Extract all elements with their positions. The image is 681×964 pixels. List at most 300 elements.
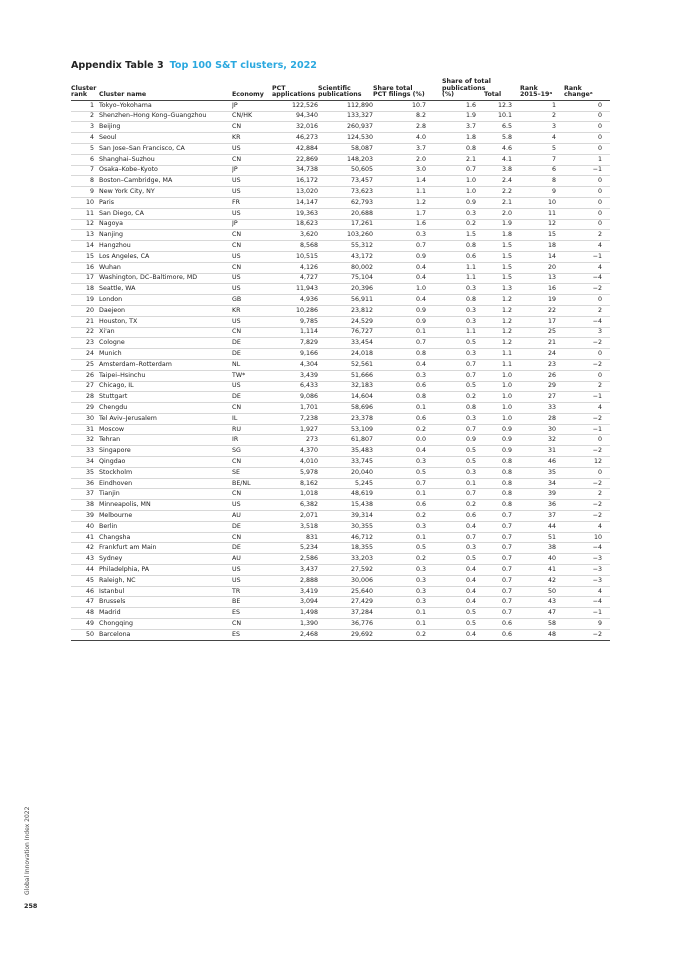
cell-pct: 1,114 [272,327,318,338]
cell-total: 0.7 [484,543,520,554]
cell-pct: 1,018 [272,489,318,500]
cell-share-pub: 0.3 [434,316,484,327]
cell-share-pub: 0.6 [434,251,484,262]
cell-share-pct: 3.7 [373,143,434,154]
cell-rank-change: −2 [564,338,610,349]
cell-share-pct: 0.8 [373,349,434,360]
cell-total: 1.2 [484,327,520,338]
cell-economy: DE [232,349,272,360]
cell-economy: US [232,316,272,327]
cell-total: 1.2 [484,305,520,316]
page-number: 258 [24,902,38,910]
col-header-share-pct: Share total PCT filings (%) [373,79,434,100]
cell-rank-change: 3 [564,327,610,338]
cell-share-pct: 0.6 [373,413,434,424]
cell-share-pct: 0.7 [373,478,434,489]
cell-rank-2015: 8 [520,176,564,187]
table-row [71,489,610,500]
cell-share-pub: 0.7 [434,165,484,176]
cell-share-pub: 1.0 [434,176,484,187]
cell-total: 0.8 [484,457,520,468]
cell-economy: CN [232,230,272,241]
cell-rank: 20 [71,305,99,316]
cell-total: 0.6 [484,619,520,630]
cell-rank-change: 4 [564,521,610,532]
cell-share-pub: 0.4 [434,629,484,640]
cell-economy: DE [232,338,272,349]
cell-total: 2.2 [484,187,520,198]
cell-publications: 24,018 [318,349,373,360]
cell-rank-2015: 47 [520,608,564,619]
cell-pct: 5,234 [272,543,318,554]
cell-share-pct: 0.6 [373,381,434,392]
cell-total: 0.8 [484,500,520,511]
cell-economy: BE/NL [232,478,272,489]
cell-share-pct: 0.2 [373,629,434,640]
table-row [71,554,610,565]
cell-rank: 47 [71,597,99,608]
cell-rank-2015: 43 [520,597,564,608]
cell-rank-change: 12 [564,457,610,468]
cell-economy: BE [232,597,272,608]
cell-publications: 27,592 [318,565,373,576]
cell-name: Amsterdam–Rotterdam [99,359,232,370]
table-row [71,565,610,576]
table-row [71,208,610,219]
cell-total: 1.5 [484,251,520,262]
table-row [71,619,610,630]
table-row [71,143,610,154]
cell-total: 0.7 [484,521,520,532]
cell-share-pct: 0.3 [373,597,434,608]
cell-publications: 133,327 [318,111,373,122]
cell-publications: 80,002 [318,262,373,273]
table-row [71,597,610,608]
cell-share-pct: 1.1 [373,187,434,198]
cell-publications: 76,727 [318,327,373,338]
cell-rank: 21 [71,316,99,327]
cell-share-pub: 0.6 [434,511,484,522]
cell-share-pub: 0.5 [434,457,484,468]
cell-rank-2015: 5 [520,143,564,154]
table-row [71,176,610,187]
table-row [71,111,610,122]
cell-rank-2015: 31 [520,446,564,457]
cell-publications: 25,640 [318,586,373,597]
cell-rank-2015: 10 [520,197,564,208]
cell-rank-change: 4 [564,241,610,252]
cell-name: Houston, TX [99,316,232,327]
cell-name: Munich [99,349,232,360]
cell-rank-2015: 24 [520,349,564,360]
cell-rank: 33 [71,446,99,457]
cell-pct: 2,888 [272,575,318,586]
cell-name: Sydney [99,554,232,565]
cell-total: 1.5 [484,262,520,273]
cell-pct: 1,498 [272,608,318,619]
cell-rank-change: −2 [564,500,610,511]
cell-share-pub: 0.4 [434,521,484,532]
cell-total: 1.2 [484,316,520,327]
cell-total: 1.0 [484,392,520,403]
table-row [71,187,610,198]
cell-share-pub: 0.3 [434,208,484,219]
cell-rank-2015: 39 [520,489,564,500]
cell-pct: 42,884 [272,143,318,154]
cell-publications: 73,457 [318,176,373,187]
cell-rank: 2 [71,111,99,122]
col-header-share-pub: Share of total publications (%) [434,79,484,100]
cell-name: Boston–Cambridge, MA [99,176,232,187]
cell-total: 1.9 [484,219,520,230]
cell-share-pub: 0.5 [434,338,484,349]
table-row [71,122,610,133]
cell-name: Chengdu [99,403,232,414]
cell-total: 0.8 [484,467,520,478]
cell-publications: 35,483 [318,446,373,457]
cell-total: 0.7 [484,511,520,522]
cell-share-pub: 0.4 [434,586,484,597]
cell-rank-2015: 7 [520,154,564,165]
cell-economy: IL [232,413,272,424]
cell-economy: JP [232,165,272,176]
cell-share-pub: 1.5 [434,230,484,241]
cell-name: Seattle, WA [99,284,232,295]
cell-economy: US [232,251,272,262]
table-row [71,586,610,597]
cell-rank: 39 [71,511,99,522]
col-header-total: Total [484,79,520,100]
cell-pct: 831 [272,532,318,543]
col-header-rank-change: Rank changeᵃ [564,79,610,100]
cell-rank-2015: 28 [520,413,564,424]
cell-economy: SG [232,446,272,457]
cell-publications: 56,911 [318,295,373,306]
table-row [71,165,610,176]
cell-share-pct: 0.3 [373,370,434,381]
cell-share-pub: 0.5 [434,446,484,457]
publication-side-label: Global Innovation Index 2022 [24,806,31,895]
cell-publications: 36,776 [318,619,373,630]
cell-name: Chongqing [99,619,232,630]
cell-rank-2015: 26 [520,370,564,381]
cell-pct: 5,978 [272,467,318,478]
cell-rank: 30 [71,413,99,424]
cell-rank-change: 2 [564,381,610,392]
cell-name: Brussels [99,597,232,608]
cell-name: Istanbul [99,586,232,597]
cell-rank-2015: 13 [520,273,564,284]
cell-share-pct: 3.0 [373,165,434,176]
cell-rank-change: −4 [564,543,610,554]
table-row [71,305,610,316]
cell-name: London [99,295,232,306]
cell-publications: 52,561 [318,359,373,370]
cell-total: 0.7 [484,586,520,597]
cell-economy: RU [232,424,272,435]
cell-publications: 33,203 [318,554,373,565]
cell-publications: 20,396 [318,284,373,295]
cell-total: 1.1 [484,359,520,370]
cell-pct: 4,936 [272,295,318,306]
cell-total: 0.7 [484,597,520,608]
cell-pct: 16,172 [272,176,318,187]
cell-rank-change: 0 [564,143,610,154]
cell-rank-2015: 20 [520,262,564,273]
cell-pct: 8,568 [272,241,318,252]
cell-rank: 22 [71,327,99,338]
cell-economy: US [232,284,272,295]
cell-total: 2.1 [484,197,520,208]
cell-rank: 49 [71,619,99,630]
cell-economy: US [232,187,272,198]
cell-share-pct: 0.9 [373,316,434,327]
cell-total: 0.9 [484,446,520,457]
cell-publications: 43,172 [318,251,373,262]
cell-rank-change: 1 [564,154,610,165]
cell-share-pct: 0.1 [373,608,434,619]
cell-total: 12.3 [484,100,520,111]
cell-share-pct: 1.7 [373,208,434,219]
cell-total: 6.5 [484,122,520,133]
cell-share-pub: 0.3 [434,305,484,316]
cell-share-pub: 0.3 [434,543,484,554]
table-row [71,403,610,414]
cell-share-pub: 0.2 [434,392,484,403]
cell-rank: 3 [71,122,99,133]
cell-total: 1.5 [484,241,520,252]
cell-share-pub: 1.1 [434,262,484,273]
cell-economy: US [232,176,272,187]
table-row [71,532,610,543]
cell-economy: FR [232,197,272,208]
cell-name: Melbourne [99,511,232,522]
cell-rank-2015: 21 [520,338,564,349]
cell-economy: JP [232,219,272,230]
cell-name: Tel Aviv–Jerusalem [99,413,232,424]
table-row [71,511,610,522]
cell-rank-2015: 36 [520,500,564,511]
cell-economy: DE [232,543,272,554]
cell-economy: US [232,565,272,576]
cell-rank-2015: 23 [520,359,564,370]
cell-share-pct: 0.4 [373,295,434,306]
table-row [71,295,610,306]
cell-share-pub: 0.3 [434,349,484,360]
cell-economy: KR [232,133,272,144]
cell-rank: 40 [71,521,99,532]
cell-rank-2015: 40 [520,554,564,565]
cell-share-pub: 0.4 [434,575,484,586]
cell-pct: 6,382 [272,500,318,511]
cell-publications: 20,040 [318,467,373,478]
cell-pct: 22,869 [272,154,318,165]
cell-rank: 29 [71,403,99,414]
cell-rank: 43 [71,554,99,565]
table-row [71,467,610,478]
cell-publications: 20,688 [318,208,373,219]
cell-share-pct: 2.8 [373,122,434,133]
table-row [71,284,610,295]
table-row [71,338,610,349]
cell-rank-2015: 4 [520,133,564,144]
cell-rank: 7 [71,165,99,176]
cell-rank: 31 [71,424,99,435]
cell-rank-2015: 3 [520,122,564,133]
cell-share-pct: 0.7 [373,338,434,349]
cell-total: 0.9 [484,435,520,446]
cell-rank: 35 [71,467,99,478]
cell-share-pct: 0.4 [373,262,434,273]
cell-rank: 24 [71,349,99,360]
cell-rank-change: 0 [564,187,610,198]
cell-economy: CN [232,489,272,500]
cell-rank-2015: 11 [520,208,564,219]
cell-pct: 3,518 [272,521,318,532]
cell-name: Chicago, IL [99,381,232,392]
cell-publications: 46,712 [318,532,373,543]
table-row [71,413,610,424]
cell-rank-2015: 35 [520,467,564,478]
cell-total: 2.0 [484,208,520,219]
cell-rank-change: 0 [564,133,610,144]
cell-total: 0.7 [484,532,520,543]
cell-name: Seoul [99,133,232,144]
cell-publications: 18,355 [318,543,373,554]
cell-rank: 44 [71,565,99,576]
cell-rank-2015: 37 [520,511,564,522]
cell-economy: CN [232,154,272,165]
cell-rank-2015: 41 [520,565,564,576]
cell-share-pct: 0.2 [373,424,434,435]
col-header-rank-2015: Rank 2015–19ᵃ [520,79,564,100]
cell-pct: 1,390 [272,619,318,630]
cell-share-pct: 0.2 [373,511,434,522]
cell-economy: SE [232,467,272,478]
cell-rank-2015: 34 [520,478,564,489]
cell-economy: KR [232,305,272,316]
cell-rank: 25 [71,359,99,370]
cell-rank-change: 0 [564,122,610,133]
cell-name: Shanghai–Suzhou [99,154,232,165]
cell-share-pub: 0.2 [434,500,484,511]
cell-share-pub: 0.3 [434,413,484,424]
table-row [71,392,610,403]
table-row [71,575,610,586]
col-header-publications: Scientific publications [318,79,373,100]
table-row [71,629,610,640]
cell-pct: 4,304 [272,359,318,370]
cell-economy: US [232,143,272,154]
cell-share-pct: 0.5 [373,467,434,478]
cell-publications: 32,183 [318,381,373,392]
cell-share-pct: 0.0 [373,435,434,446]
cell-publications: 75,104 [318,273,373,284]
cell-rank: 42 [71,543,99,554]
cell-rank-2015: 44 [520,521,564,532]
cell-name: Nagoya [99,219,232,230]
cell-total: 1.0 [484,370,520,381]
cell-rank: 41 [71,532,99,543]
cell-publications: 50,605 [318,165,373,176]
cell-name: Beijing [99,122,232,133]
col-header-name: Cluster name [99,79,232,100]
cell-share-pub: 0.4 [434,597,484,608]
cell-share-pub: 0.5 [434,381,484,392]
cell-publications: 48,619 [318,489,373,500]
cell-share-pub: 1.1 [434,327,484,338]
cell-share-pub: 0.9 [434,435,484,446]
cell-economy: US [232,381,272,392]
cell-pct: 273 [272,435,318,446]
cell-total: 1.2 [484,295,520,306]
cell-publications: 39,314 [318,511,373,522]
cell-rank-2015: 1 [520,100,564,111]
cell-rank: 36 [71,478,99,489]
cell-rank: 14 [71,241,99,252]
cell-name: San Jose–San Francisco, CA [99,143,232,154]
cell-rank-change: 0 [564,197,610,208]
cell-total: 10.1 [484,111,520,122]
cell-rank-change: −4 [564,316,610,327]
cell-economy: TR [232,586,272,597]
cell-rank: 50 [71,629,99,640]
cell-total: 4.6 [484,143,520,154]
col-header-pct: PCT applications [272,79,318,100]
table-row [71,316,610,327]
table-label: Appendix Table 3 [71,60,164,71]
cell-rank-2015: 12 [520,219,564,230]
table-row [71,349,610,360]
table-row [71,370,610,381]
cell-rank: 9 [71,187,99,198]
cell-pct: 4,010 [272,457,318,468]
cell-economy: TW* [232,370,272,381]
cell-rank-2015: 27 [520,392,564,403]
cell-name: Los Angeles, CA [99,251,232,262]
cell-name: Philadelphia, PA [99,565,232,576]
cell-share-pct: 0.4 [373,359,434,370]
cell-rank-change: −1 [564,424,610,435]
cell-name: Madrid [99,608,232,619]
cell-share-pub: 0.2 [434,219,484,230]
cell-rank-change: −2 [564,478,610,489]
cell-share-pub: 0.9 [434,197,484,208]
cell-share-pub: 0.5 [434,554,484,565]
cell-share-pub: 0.7 [434,370,484,381]
cell-publications: 51,666 [318,370,373,381]
cell-rank-change: 9 [564,619,610,630]
cell-economy: CN [232,241,272,252]
cell-pct: 9,166 [272,349,318,360]
cell-name: Tianjin [99,489,232,500]
cell-economy: CN [232,327,272,338]
cell-pct: 14,147 [272,197,318,208]
cell-economy: CN [232,457,272,468]
cell-pct: 3,419 [272,586,318,597]
cell-rank-change: −2 [564,284,610,295]
cell-rank: 11 [71,208,99,219]
cell-rank-change: 0 [564,467,610,478]
cell-share-pct: 0.2 [373,554,434,565]
cell-total: 4.1 [484,154,520,165]
cell-economy: NL [232,359,272,370]
cell-rank-change: −2 [564,359,610,370]
cell-share-pct: 0.3 [373,575,434,586]
cell-total: 1.0 [484,403,520,414]
cell-rank-change: −2 [564,511,610,522]
table-row [71,424,610,435]
